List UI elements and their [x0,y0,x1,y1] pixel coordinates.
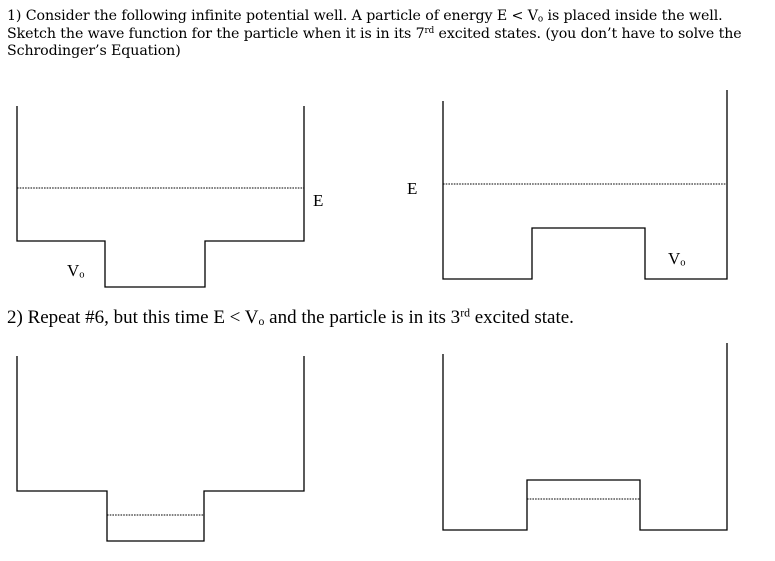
q1-part-c: excited states. (you don’t have to solve the Schrodinger’s Equation) [7,25,742,59]
potential-label-1 [67,261,85,281]
energy-label-2: E [407,179,418,198]
q2-part-b: and the particle is in its 3 [264,307,461,328]
q1-superscript: rd [424,25,435,36]
q2-part-c: excited state. [470,307,574,328]
well-diagram-3 [17,356,304,541]
q2-subscript: o [258,314,265,328]
q1-part-a: 1) Consider the following infinite potential well. A particle of energy E < V [7,8,538,24]
potential-label-2 [668,249,686,269]
q2-superscript: rd [460,306,470,320]
potential-label-main: V [67,261,80,280]
potential-label-sub: o [79,269,85,281]
question-2-text [7,306,767,330]
potential-label-sub: o [680,257,686,269]
q2-part-a: 2) Repeat #6, but this time E < V [7,307,259,328]
well-diagram-1 [17,106,304,287]
well-diagram-4 [443,343,727,530]
q1-subscript: o [537,14,544,25]
q1-part-b: is placed inside the well. Sketch the wave function for the particle when it is in its 7 [7,8,723,42]
energy-label-1: E [313,191,324,210]
potential-label-main: V [668,249,681,268]
